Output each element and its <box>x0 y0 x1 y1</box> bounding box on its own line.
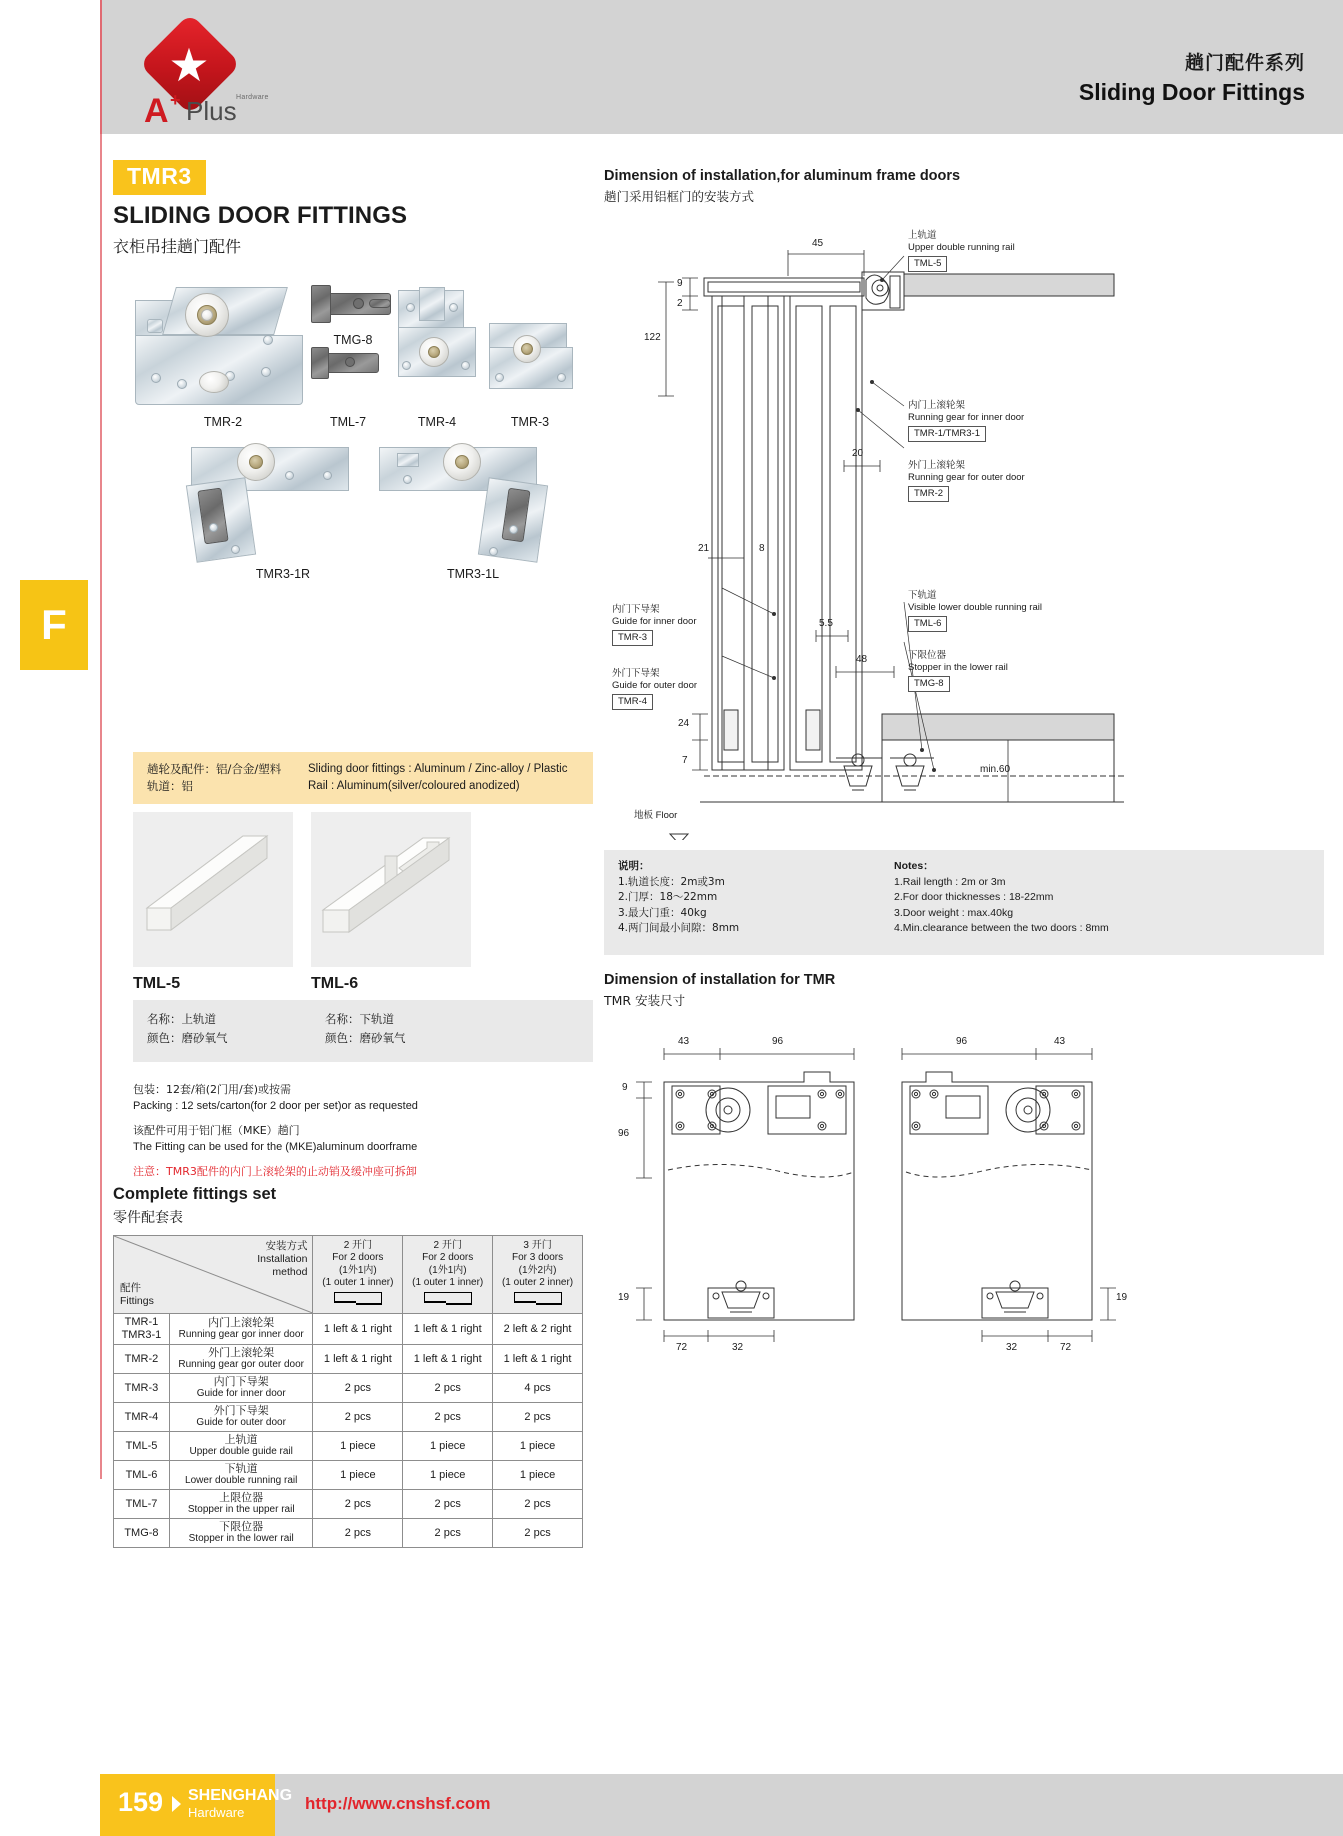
col0-cn: 2 开门 <box>343 1239 373 1251</box>
dim2-96-right: 96 <box>956 1036 968 1047</box>
callout-upper-rail-en: Upper double running rail <box>908 242 1015 253</box>
packing-block-2 <box>133 1123 603 1155</box>
product-label-tmr3-1l: TMR3-1L <box>446 567 500 581</box>
row5-val1: 1 piece <box>403 1461 493 1490</box>
logo-wordmark <box>136 90 296 130</box>
row3-val0: 2 pcs <box>313 1403 403 1432</box>
rail-spec-tml-6-color: 颜色：磨砂氧气 <box>325 1031 406 1045</box>
callout-outer-guide-en: Guide for outer door <box>612 680 698 691</box>
col2-sub-cn: (1外2内) <box>518 1264 557 1276</box>
material-spec-cn <box>133 761 308 795</box>
door-config-icon-1 <box>424 1292 472 1305</box>
product-label-tmr-3: TMR-3 <box>510 415 550 429</box>
table-corner-header <box>114 1236 313 1314</box>
dim-9: 9 <box>677 278 683 289</box>
row6-val0: 2 pcs <box>313 1490 403 1519</box>
callout-outer-guide-code: TMR-4 <box>612 694 653 710</box>
packing-warning: 注意：TMR3配件的内门上滚轮架的止动销及缓冲座可拆卸 <box>133 1165 417 1178</box>
material-spec-cn-line1: 趟轮及配件：铝/合金/塑料 <box>147 762 282 776</box>
callout-inner-guide-cn: 内门下导架 <box>612 604 660 615</box>
material-spec-cn-line2: 轨道：铝 <box>147 779 193 793</box>
row6-desc-en: Stopper in the upper rail <box>187 1504 295 1515</box>
material-spec-en-line2: Rail : Aluminum(silver/coloured anodized) <box>308 780 520 792</box>
material-spec-en <box>308 761 568 795</box>
callout-upper-rail-cn: 上轨道 <box>908 230 937 241</box>
col2-en: For 3 doors <box>511 1252 564 1264</box>
row3-val1: 2 pcs <box>403 1403 493 1432</box>
row6-desc-cn: 上限位器 <box>219 1491 264 1504</box>
row3-desc-cn: 外门下导架 <box>213 1404 269 1417</box>
dim2-32-right: 32 <box>1006 1342 1018 1353</box>
row7-val1: 2 pcs <box>403 1519 493 1548</box>
row4-val2: 1 piece <box>493 1432 583 1461</box>
floor-label-cn: 地板 <box>634 810 654 821</box>
row1-val0: 1 left & 1 right <box>313 1345 403 1374</box>
row7-code: TMG-8 <box>114 1519 170 1548</box>
page-title-en: SLIDING DOOR FITTINGS <box>113 202 408 229</box>
table-row <box>114 1345 583 1374</box>
rail-spec-box <box>133 1000 593 1062</box>
material-spec-box <box>133 752 593 804</box>
row5-desc <box>169 1461 313 1490</box>
logo-star-icon: ★ <box>168 39 210 91</box>
fittings-label-cn: 配件 <box>120 1282 141 1294</box>
installation-drawing-aluminum-frame <box>604 210 1343 840</box>
notes-cn-3: 3.最大门重：40kg <box>618 906 707 919</box>
row5-val2: 1 piece <box>493 1461 583 1490</box>
rail-image-tml-6 <box>311 812 471 967</box>
dim-min60: min.60 <box>980 764 1011 775</box>
row0-desc-en: Running gear gor inner door <box>178 1329 304 1340</box>
dim2-19-left: 19 <box>618 1292 630 1303</box>
row1-val2: 1 left & 1 right <box>493 1345 583 1374</box>
col0-sub-en: (1 outer 1 inner) <box>322 1277 394 1289</box>
rail-code-tml-6: TML-6 <box>311 975 359 992</box>
row1-code: TMR-2 <box>114 1345 170 1374</box>
complete-set-title-cn: 零件配套表 <box>113 1210 183 1226</box>
notes-box <box>604 850 1324 955</box>
product-code-badge: TMR3 <box>113 160 206 195</box>
dim2-9: 9 <box>622 1082 628 1093</box>
callout-outer-running-gear <box>908 460 1025 502</box>
page-arrow-icon <box>172 1796 181 1812</box>
product-label-tmr-4: TMR-4 <box>417 415 457 429</box>
notes-en-1: 1.Rail length : 2m or 3m <box>894 875 1006 888</box>
notes-cn-2: 2.门厚：18～22mm <box>618 891 718 903</box>
packing-en-1: Packing : 12 sets/carton(for 2 door per set)or as requested <box>133 1100 418 1112</box>
logo-plus-word: Plus <box>186 96 237 126</box>
footer-page-block <box>100 1774 293 1836</box>
dim-8: 8 <box>759 543 765 554</box>
row0-val2: 2 left & 2 right <box>493 1314 583 1345</box>
floor-label-en: Floor <box>655 810 678 821</box>
row7-val2: 2 pcs <box>493 1519 583 1548</box>
row2-val1: 2 pcs <box>403 1374 493 1403</box>
callout-inner-running-gear-code: TMR-1/TMR3-1 <box>908 426 986 442</box>
door-config-icon-2 <box>514 1292 562 1305</box>
rail-profile-upper-icon <box>133 812 293 967</box>
notes-cn-4: 4.两门间最小间隙：8mm <box>618 922 740 934</box>
row6-code: TML-7 <box>114 1490 170 1519</box>
logo-hardware-word: Hardware <box>236 94 269 101</box>
page-footer <box>100 1774 1343 1836</box>
row1-desc <box>169 1345 313 1374</box>
table-row <box>114 1519 583 1548</box>
row4-desc-cn: 上轨道 <box>224 1433 258 1446</box>
packing-notes <box>133 1082 603 1180</box>
floor-label <box>634 810 677 822</box>
table-row <box>114 1490 583 1519</box>
callout-lower-rail-code: TML-6 <box>908 616 947 632</box>
rail-spec-tml-6-name: 名称：下轨道 <box>325 1012 394 1026</box>
header-left-rule <box>100 0 102 134</box>
callout-upper-rail-code: TML-5 <box>908 256 947 272</box>
install-method-cn: 安装方式 <box>265 1240 308 1252</box>
row0-desc-cn: 内门上滚轮架 <box>208 1316 275 1329</box>
callout-inner-guide-code: TMR-3 <box>612 630 653 646</box>
row2-desc-cn: 内门下导架 <box>213 1375 269 1388</box>
logo-plus-icon: + <box>170 90 181 110</box>
row7-desc-en: Stopper in the lower rail <box>188 1533 294 1544</box>
dim2-43-left: 43 <box>678 1036 690 1047</box>
table-col-header-2 <box>493 1236 583 1314</box>
footer-brand-line1: SHENGHANG <box>188 1787 293 1804</box>
notes-cn-head: 说明： <box>618 860 650 872</box>
row0-desc <box>169 1314 313 1345</box>
callout-lower-rail-en: Visible lower double running rail <box>908 602 1042 613</box>
row5-val0: 1 piece <box>313 1461 403 1490</box>
product-label-tmr3-1r: TMR3-1R <box>255 567 311 581</box>
dim-122: 122 <box>644 332 661 343</box>
dim-21: 21 <box>698 543 710 554</box>
col1-sub-cn: (1外1内) <box>428 1264 467 1276</box>
row7-val0: 2 pcs <box>313 1519 403 1548</box>
col0-sub-cn: (1外1内) <box>338 1264 377 1276</box>
product-label-tmr-2: TMR-2 <box>203 415 243 429</box>
logo-letter-a: A <box>144 92 169 130</box>
dim-24: 24 <box>678 718 690 729</box>
table-header-row <box>114 1236 583 1314</box>
callout-lower-rail-cn: 下轨道 <box>908 590 937 601</box>
row7-desc <box>169 1519 313 1548</box>
callout-lower-stopper-en: Stopper in the lower rail <box>908 662 1008 673</box>
notes-cn <box>618 859 739 937</box>
product-label-tmg-8: TMG-8 <box>333 333 373 347</box>
row2-desc-en: Guide for inner door <box>196 1388 286 1399</box>
row0-code <box>114 1314 170 1345</box>
product-photos <box>113 275 593 581</box>
brand-logo <box>136 28 296 130</box>
dim2-43-right: 43 <box>1054 1036 1066 1047</box>
callout-outer-running-gear-code: TMR-2 <box>908 486 949 502</box>
header-title-cn: 趟门配件系列 <box>1184 52 1305 74</box>
rail-spec-tml-6 <box>325 1010 406 1048</box>
dim-48: 48 <box>856 654 868 665</box>
packing-cn-2: 该配件可用于铝门框（MKE）趟门 <box>133 1124 300 1137</box>
body-left-rule <box>100 134 102 1479</box>
col1-cn: 2 开门 <box>433 1239 462 1251</box>
section2-heading <box>604 972 835 1009</box>
col2-sub-en: (1 outer 2 inner) <box>501 1277 574 1289</box>
section-tab-f: F <box>20 580 88 670</box>
row4-desc-en: Upper double guide rail <box>189 1446 293 1457</box>
rail-spec-tml-5-name: 名称：上轨道 <box>147 1012 216 1026</box>
drawing2-svg <box>604 1020 1343 1350</box>
left-column <box>113 160 593 581</box>
callout-lower-rail <box>908 590 1042 632</box>
row2-val0: 2 pcs <box>313 1374 403 1403</box>
install-method-label <box>257 1240 307 1279</box>
row0-code-line2: TMR3-1 <box>121 1329 162 1341</box>
page-number: 159 <box>118 1787 164 1817</box>
row3-val2: 2 pcs <box>493 1403 583 1432</box>
dim-7: 7 <box>682 755 688 766</box>
header-title-group <box>1079 48 1305 106</box>
row2-code: TMR-3 <box>114 1374 170 1403</box>
row4-desc <box>169 1432 313 1461</box>
fittings-table <box>113 1235 583 1548</box>
callout-upper-rail <box>908 230 1015 272</box>
callout-inner-guide <box>612 604 697 646</box>
dim2-96-vert: 96 <box>618 1128 630 1139</box>
rail-name-row <box>133 975 593 997</box>
callout-inner-guide-en: Guide for inner door <box>612 616 697 627</box>
callout-lower-stopper-code: TMG-8 <box>908 676 950 692</box>
row7-desc-cn: 下限位器 <box>219 1520 264 1533</box>
installation-drawing-tmr <box>604 1020 1343 1353</box>
notes-en-head: Notes： <box>894 860 934 872</box>
footer-website-url[interactable]: http://www.cnshsf.com <box>305 1794 491 1813</box>
col2-cn: 3 开门 <box>523 1239 552 1251</box>
install-method-en1: Installation <box>257 1253 308 1265</box>
material-spec-en-line1: Sliding door fittings : Aluminum / Zinc-alloy / Plastic <box>308 763 568 775</box>
notes-cn-1: 1.轨道长度：2m或3m <box>618 875 725 888</box>
row1-desc-en: Running gear gor outer door <box>178 1359 304 1370</box>
fittings-label-en: Fittings <box>120 1295 154 1307</box>
row3-desc <box>169 1403 313 1432</box>
row0-val0: 1 left & 1 right <box>313 1314 403 1345</box>
section1-title-cn: 趟门采用铝框门的安装方式 <box>604 189 755 204</box>
notes-en-2: 2.For door thicknesses : 18-22mm <box>894 891 1054 903</box>
page-header <box>100 0 1343 134</box>
table-row <box>114 1403 583 1432</box>
section2-title-en: Dimension of installation for TMR <box>604 972 836 988</box>
complete-set-title-en: Complete fittings set <box>113 1185 277 1203</box>
dim-5-5: 5.5 <box>819 618 833 629</box>
dim2-19-right: 19 <box>1116 1292 1128 1303</box>
col1-sub-en: (1 outer 1 inner) <box>412 1277 484 1289</box>
callout-inner-running-gear-cn: 内门上滚轮架 <box>908 400 966 411</box>
packing-cn-1: 包装：12套/箱(2门用/套)或按需 <box>133 1083 291 1096</box>
row4-val0: 1 piece <box>313 1432 403 1461</box>
packing-en-2: The Fitting can be used for the (MKE)aluminum doorframe <box>133 1141 418 1153</box>
row6-desc <box>169 1490 313 1519</box>
col1-en: For 2 doors <box>422 1252 474 1264</box>
callout-lower-stopper <box>908 650 1008 692</box>
rail-photos <box>133 812 593 972</box>
header-title-en: Sliding Door Fittings <box>1078 79 1305 105</box>
dim2-96-left: 96 <box>772 1036 784 1047</box>
rail-code-tml-5: TML-5 <box>133 975 181 992</box>
rail-spec-tml-5 <box>147 1010 228 1048</box>
dim2-72-left: 72 <box>676 1342 688 1353</box>
row1-desc-cn: 外门上滚轮架 <box>208 1346 275 1359</box>
table-row <box>114 1374 583 1403</box>
row3-desc-en: Guide for outer door <box>196 1417 286 1428</box>
row0-code-line1: TMR-1 <box>124 1316 159 1328</box>
footer-brand-line2: Hardware <box>188 1805 245 1820</box>
callout-outer-guide <box>612 668 697 710</box>
row2-val2: 4 pcs <box>493 1374 583 1403</box>
col0-en: For 2 doors <box>332 1252 384 1264</box>
dim-45: 45 <box>812 238 824 249</box>
row5-desc-cn: 下轨道 <box>224 1462 258 1475</box>
callout-outer-running-gear-en: Running gear for outer door <box>908 472 1025 483</box>
row5-code: TML-6 <box>114 1461 170 1490</box>
dim2-72-right: 72 <box>1060 1342 1072 1353</box>
row4-code: TML-5 <box>114 1432 170 1461</box>
table-col-header-0 <box>313 1236 403 1314</box>
row4-val1: 1 piece <box>403 1432 493 1461</box>
callout-outer-guide-cn: 外门下导架 <box>612 668 660 679</box>
callout-inner-running-gear-en: Running gear for inner door <box>908 412 1025 423</box>
notes-en <box>894 859 1109 937</box>
packing-block-1 <box>133 1082 603 1114</box>
section2-title-cn: TMR 安装尺寸 <box>604 993 686 1008</box>
dim-2: 2 <box>677 298 683 309</box>
dim2-32-left: 32 <box>732 1342 744 1353</box>
fittings-label <box>120 1282 154 1308</box>
row3-code: TMR-4 <box>114 1403 170 1432</box>
callout-inner-running-gear <box>908 400 1024 442</box>
row5-desc-en: Lower double running rail <box>185 1475 298 1486</box>
rail-profile-lower-icon <box>311 812 471 967</box>
table-row <box>114 1314 583 1345</box>
section1-title-en: Dimension of installation,for aluminum frame doors <box>604 168 961 184</box>
table-col-header-1 <box>403 1236 493 1314</box>
rail-spec-tml-5-color: 颜色：磨砂氧气 <box>147 1031 228 1045</box>
row0-val1: 1 left & 1 right <box>403 1314 493 1345</box>
rail-image-tml-5 <box>133 812 293 967</box>
notes-en-4: 4.Min.clearance between the two doors : 8mm <box>894 922 1109 934</box>
row6-val1: 2 pcs <box>403 1490 493 1519</box>
right-column <box>604 168 1324 205</box>
drawing1-svg <box>604 210 1343 840</box>
row1-val1: 1 left & 1 right <box>403 1345 493 1374</box>
dim-20: 20 <box>852 448 864 459</box>
page-title-cn: 衣柜吊挂趟门配件 <box>113 237 242 256</box>
row2-desc <box>169 1374 313 1403</box>
install-method-en2: method <box>272 1266 308 1278</box>
product-label-tml-7: TML-7 <box>329 415 367 429</box>
row6-val2: 2 pcs <box>493 1490 583 1519</box>
table-row <box>114 1461 583 1490</box>
notes-en-3: 3.Door weight : max.40kg <box>894 906 1014 919</box>
door-config-icon-0 <box>334 1292 382 1305</box>
table-row <box>114 1432 583 1461</box>
callout-outer-running-gear-cn: 外门上滚轮架 <box>908 460 966 471</box>
callout-lower-stopper-cn: 下限位器 <box>908 650 947 661</box>
